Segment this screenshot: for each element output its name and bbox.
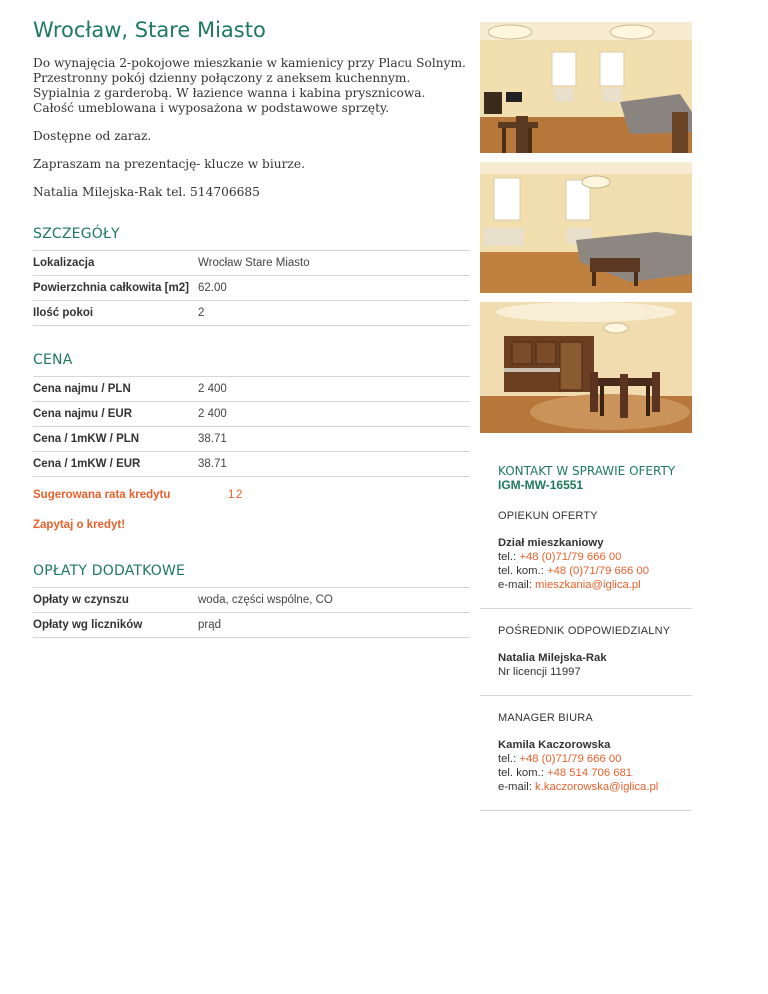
row-label: Powierzchnia całkowita [m2]	[33, 276, 198, 301]
mobile-label: tel. kom.:	[498, 767, 544, 779]
row-label: Cena / 1mKW / PLN	[33, 427, 198, 452]
availability-text: Dostępne od zaraz.	[33, 129, 152, 143]
row-value: woda, części wspólne, CO	[198, 588, 470, 613]
row-value: prąd	[198, 613, 470, 638]
details-section-title: SZCZEGÓŁY	[33, 226, 120, 242]
row-value: 62.00	[198, 276, 470, 301]
table-row	[33, 427, 470, 452]
listing-main	[33, 18, 470, 638]
manager-phone-line	[498, 752, 692, 766]
caretaker-block	[480, 510, 692, 609]
photo-gallery	[480, 22, 692, 442]
email-label: e-mail:	[498, 579, 532, 591]
row-label: Lokalizacja	[33, 251, 198, 276]
row-label: Cena / 1mKW / EUR	[33, 452, 198, 477]
manager-title: MANAGER BIURA	[498, 712, 593, 724]
description	[33, 56, 470, 200]
details-table	[33, 250, 470, 326]
table-row	[33, 402, 470, 427]
installment-label: Sugerowana rata kredytu	[33, 489, 171, 501]
manager-email-line	[498, 780, 692, 794]
description-line: Do wynajęcia 2-pokojowe mieszkanie w kamienicy przy Placu Solnym.	[33, 56, 466, 70]
broker-name: Natalia Milejska-Rak	[498, 652, 607, 664]
page-title: Wrocław, Stare Miasto	[33, 18, 266, 42]
suggested-installment	[33, 489, 470, 501]
price-table	[33, 376, 470, 477]
broker-license: Nr licencji 11997	[498, 666, 581, 678]
manager-block	[480, 712, 692, 811]
manager-email-link[interactable]: k.kaczorowska@iglica.pl	[535, 781, 659, 793]
row-label: Opłaty wg liczników	[33, 613, 198, 638]
fees-section-title: OPŁATY DODATKOWE	[33, 563, 186, 579]
caretaker-phone-link[interactable]: +48 (0)71/79 666 00	[519, 551, 622, 563]
agent-contact-text: Natalia Milejska-Rak tel. 514706685	[33, 185, 260, 199]
table-row	[33, 588, 470, 613]
installment-value: 12	[228, 489, 244, 501]
broker-title: POŚREDNIK ODPOWIEDZIALNY	[498, 625, 671, 637]
phone-label: tel.:	[498, 753, 517, 765]
manager-name: Kamila Kaczorowska	[498, 739, 611, 751]
description-line: Sypialnia z garderobą. W łazience wanna i kabina prysznicowa.	[33, 86, 426, 100]
contact-panel	[498, 464, 692, 827]
phone-label: tel.:	[498, 551, 517, 563]
row-label: Cena najmu / PLN	[33, 377, 198, 402]
offer-id: IGM-MW-16551	[498, 478, 584, 492]
email-label: e-mail:	[498, 781, 532, 793]
description-line: Przestronny pokój dzienny połączony z aneksem kuchennym.	[33, 71, 411, 85]
caretaker-email-line	[498, 578, 692, 592]
caretaker-phone-line	[498, 550, 692, 564]
row-label: Opłaty w czynszu	[33, 588, 198, 613]
kitchen-dining-photo[interactable]	[480, 302, 692, 433]
row-value: 2	[198, 301, 470, 326]
broker-block	[480, 625, 692, 696]
manager-mobile-line	[498, 766, 692, 780]
table-row	[33, 251, 470, 276]
ask-credit-link[interactable]: Zapytaj o kredyt!	[33, 519, 126, 531]
living-room-photo[interactable]	[480, 22, 692, 153]
table-row	[33, 452, 470, 477]
row-value: Wrocław Stare Miasto	[198, 251, 470, 276]
price-section-title: CENA	[33, 352, 73, 368]
table-row	[33, 377, 470, 402]
row-label: Ilość pokoi	[33, 301, 198, 326]
row-value: 2 400	[198, 402, 470, 427]
caretaker-name: Dział mieszkaniowy	[498, 537, 604, 549]
row-value: 38.71	[198, 427, 470, 452]
invitation-text: Zapraszam na prezentację- klucze w biurze.	[33, 157, 305, 171]
contact-heading: KONTAKT W SPRAWIE OFERTY	[498, 464, 676, 478]
sofa-room-photo[interactable]	[480, 162, 692, 293]
row-value: 2 400	[198, 377, 470, 402]
table-row	[33, 276, 470, 301]
row-label: Cena najmu / EUR	[33, 402, 198, 427]
manager-mobile-link[interactable]: +48 514 706 681	[546, 767, 633, 779]
caretaker-mobile-line	[498, 564, 692, 578]
description-line: Całość umeblowana i wyposażona w podstawowe sprzęty.	[33, 101, 390, 115]
caretaker-email-link[interactable]: mieszkania@iglica.pl	[535, 579, 641, 591]
table-row	[33, 301, 470, 326]
row-value: 38.71	[198, 452, 470, 477]
caretaker-mobile-link[interactable]: +48 (0)71/79 666 00	[546, 565, 650, 577]
manager-phone-link[interactable]: +48 (0)71/79 666 00	[519, 753, 622, 765]
fees-table	[33, 587, 470, 638]
mobile-label: tel. kom.:	[498, 565, 544, 577]
table-row	[33, 613, 470, 638]
caretaker-title: OPIEKUN OFERTY	[498, 510, 598, 522]
